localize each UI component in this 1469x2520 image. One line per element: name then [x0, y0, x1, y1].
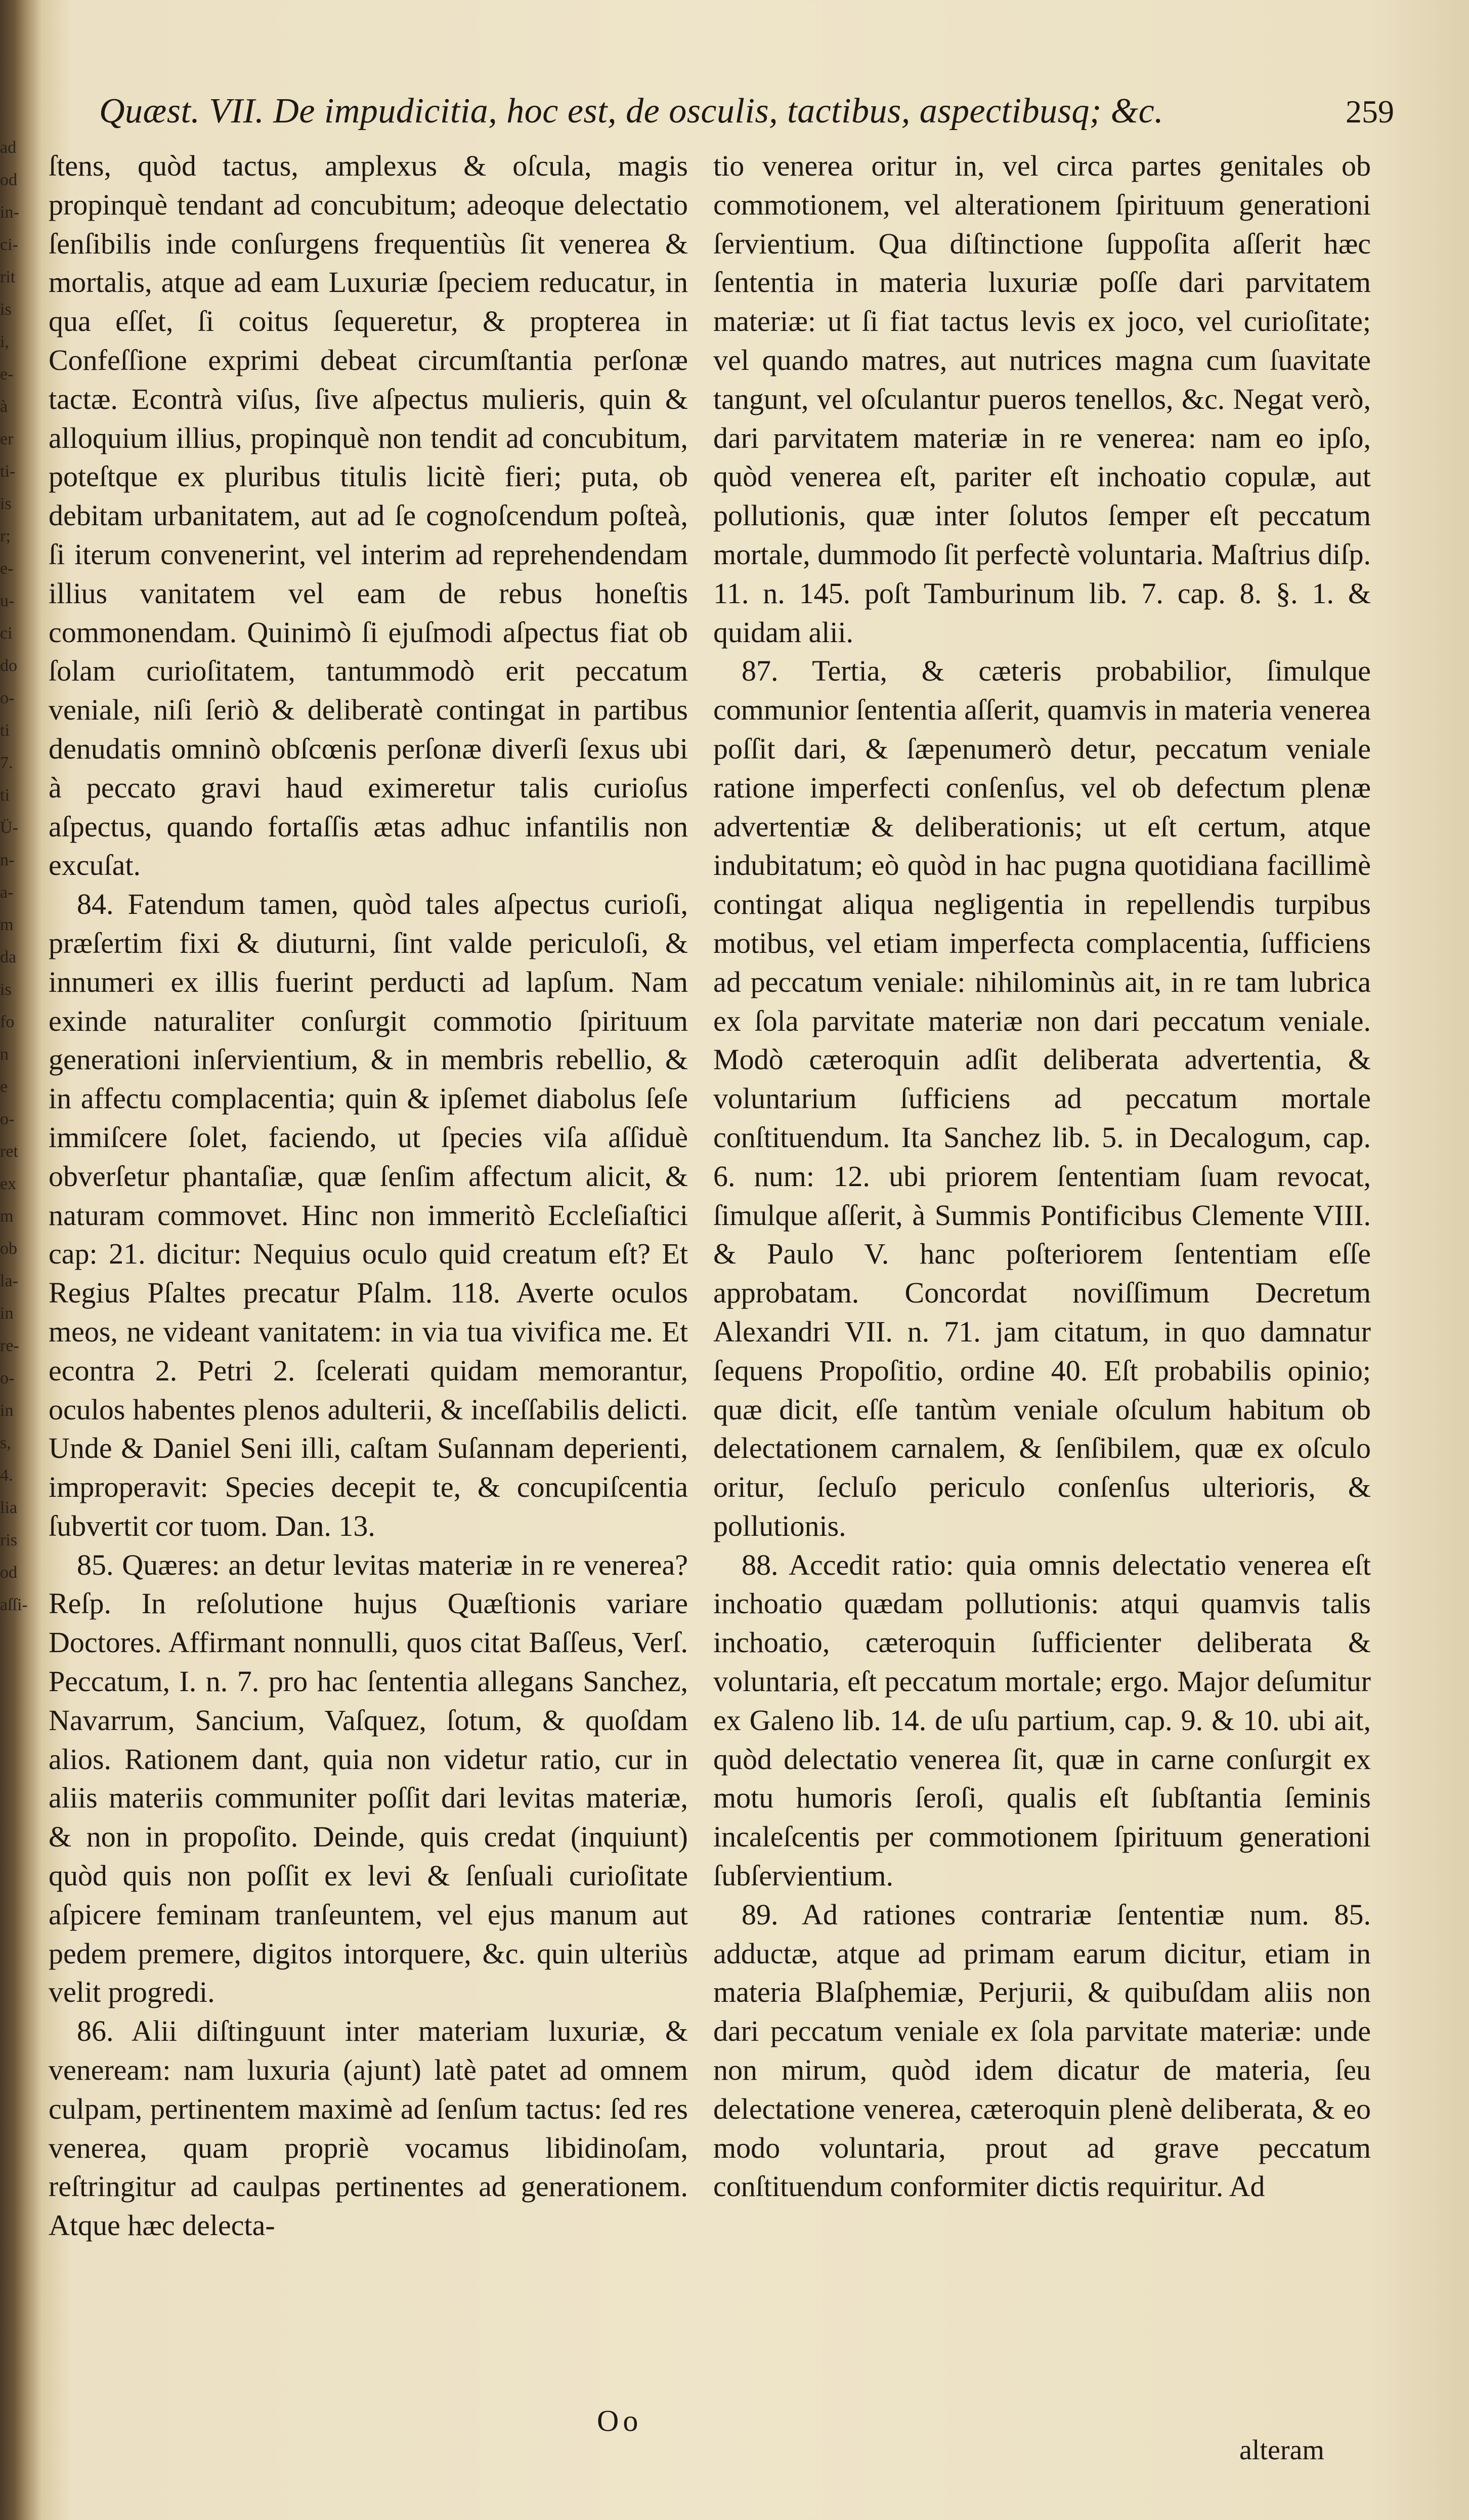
gutter-fragment: m	[0, 915, 14, 934]
paragraph: 84. Fatendum tamen, quòd tales aſpectus curioſi, præſertim fixi & diuturni, ſint valde periculoſi, & innumeri ex illis fuerint perducti ad lapſum. Nam exinde naturaliter conſurgit commotio ſpirituum generationi inſervientium, & in membris rebellio, & in affectu complacentia; quin & ipſemet diabolus ſeſe immiſcere ſolet, faciendo, ut ſpecies viſa aſſiduè obverſetur phantaſiæ, quæ ſenſim affectum alicit, & naturam commovet. Hinc non immeritò Eccleſiaſtici cap: 21. dicitur: Nequius oculo quid creatum eſt? Et Regius Pſaltes precatur Pſalm. 118. Averte oculos meos, ne videant vanitatem: in via tua vivifica me. Et econtra 2. Petri 2. ſcelerati quidam memorantur, oculos habentes plenos adulterii, & inceſſabilis delicti. Unde & Daniel Seni illi, caſtam Suſannam deperienti, improperavit: Species decepit te, & concupiſcentia ſubvertit cor tuom. Dan. 13.	[49, 888, 688, 1542]
gutter-fragment: in-	[0, 203, 19, 222]
header-title: Quæst. VII. De impudicitia, hoc est, de osculis, tactibus, aspectibusq; &c.	[99, 92, 1164, 131]
gutter-fragment: od	[0, 1563, 17, 1582]
gutter-fragment: Ü-	[0, 818, 18, 837]
gutter-fragment: ris	[0, 1531, 17, 1549]
gutter-fragment: n	[0, 1045, 9, 1064]
gutter-fragment: ci-	[0, 235, 18, 254]
gutter-fragment: 4.	[0, 1466, 13, 1485]
gutter-fragment: od	[0, 171, 17, 189]
gutter-fragment: i,	[0, 332, 9, 351]
gutter-fragment: lia	[0, 1498, 17, 1517]
signature-mark: Oo	[597, 2404, 642, 2438]
gutter-fragment: à	[0, 397, 8, 416]
gutter-fragment: e-	[0, 559, 14, 578]
paragraph: 85. Quæres: an detur levitas materiæ in re venerea? Reſp. In reſolutione hujus Quæſtionis variare Doctores. Affirmant nonnulli, quos citat Baſſeus, Verſ. Peccatum, I. n. 7. pro hac ſententia allegans Sanchez, Navarrum, Sancium, Vaſquez, ſotum, & quoſdam alios. Rationem dant, quia non videtur ratio, cur in aliis materiis communiter poſſit dari levitas materiæ, & non in propoſito. Deinde, quis credat (inquiunt) quòd quis non poſſit ex levi & ſenſuali curioſitate aſpicere feminam tranſeuntem, vel ejus manum aut pedem premere, digitos intorquere, &c. quin ulteriùs velit progredi.	[49, 1548, 688, 2009]
running-header	[99, 87, 1394, 148]
gutter-fragment: ci	[0, 624, 13, 643]
gutter-fragment: rit	[0, 268, 16, 286]
paragraph: 89. Ad rationes contrariæ ſententiæ num. 85. adductæ, atque ad primam earum dicitur, etiam in materia Blaſphemiæ, Perjurii, & quibuſdam aliis non dari peccatum veniale ex ſola parvitate materiæ: unde non mirum, quòd idem dicatur de materia, ſeu delectatione venerea, cæteroquin plenè deliberata, & eo modo voluntaria, prout ad grave peccatum conſtituendum conformiter dictis requiritur. Ad	[713, 1898, 1371, 2203]
gutter-fragment: ret	[0, 1142, 18, 1161]
gutter-fragment: o-	[0, 1369, 15, 1388]
gutter-fragment: u-	[0, 592, 15, 610]
gutter-fragment: ti-	[0, 462, 16, 481]
gutter-fragment: is	[0, 300, 12, 319]
paragraph: 86. Alii diſtinguunt inter materiam luxuriæ, & veneream: nam luxuria (ajunt) latè patet ad omnem culpam, pertinentem maximè ad ſenſum tactus: ſed res venerea, quam propriè vocamus libidinoſam, reſtringitur ad caulpas pertinentes ad generationem. Atque hæc delecta-	[49, 2014, 688, 2242]
page-number: 259	[1346, 94, 1394, 130]
paragraph: ſtens, quòd tactus, amplexus & oſcula, magis propinquè tendant ad concubitum; adeoque delectatio ſenſibilis inde conſurgens frequentiùs ſit venerea & mortalis, atque ad eam Luxuriæ ſpeciem reducatur, in qua eſſet, ſi coitus ſequeretur, & propterea in Confeſſione exprimi debeat circumſtantia perſonæ tactæ. Econtrà viſus, ſive aſpectus mulieris, quin & alloquium illius, propinquè non tendit ad concubitum, poteſtque ex pluribus titulis licitè fieri; puta, ob debitam urbanitatem, aut ad ſe cognoſcendum poſteà, ſi iterum convenerint, vel interim ad reprehendendam illius vanitatem vel eam de rebus honeſtis commonendam. Quinimò ſi ejuſmodi aſpectus fiat ob ſolam curioſitatem, tantummodò erit peccatum veniale, niſi ſeriò & deliberatè contingat in partibus denudatis omninò obſcœnis perſonæ diverſi ſexus ubi à peccato gravi haud eximeretur talis curioſus aſpectus, quando fortaſſis ætas adhuc infantilis non excuſat.	[49, 149, 688, 882]
gutter-fragment: ti	[0, 721, 10, 740]
gutter-fragment: in	[0, 1304, 14, 1323]
paragraph: tio venerea oritur in, vel circa partes genitales ob commotionem, vel alterationem ſpirituum generationi ſervientium. Qua diſtinctione ſuppoſita aſſerit hæc ſententia in materia luxuriæ poſſe dari parvitatem materiæ: ut ſi fiat tactus levis ex joco, vel curioſitate; vel quando matres, aut nutrices magna cum ſuavitate tangunt, vel oſculantur pueros tenellos, &c. Negat verò, dari parvitatem materiæ in re venerea: nam eo ipſo, quòd venerea eſt, pariter eſt inchoatio copulæ, aut pollutionis, quæ inter ſolutos ſemper eſt peccatum mortale, dummodo ſit perfectè voluntaria. Maſtrius diſp. 11. n. 145. poſt Tamburinum lib. 7. cap. 8. §. 1. & quidam alii.	[713, 149, 1371, 649]
gutter-fragment: ex	[0, 1174, 17, 1193]
previous-page-gutter	[0, 132, 30, 2368]
gutter-fragment: n-	[0, 851, 15, 869]
gutter-fragment: re-	[0, 1336, 19, 1355]
gutter-fragment: aſſi-	[0, 1595, 28, 1614]
right-column	[713, 147, 1371, 2404]
gutter-fragment: a-	[0, 883, 14, 902]
paragraph: 87. Tertia, & cæteris probabilior, ſimulque communior ſententia aſſerit, quamvis in materia venerea poſſit dari, & ſæpenumerò detur, peccatum veniale ratione imperfecti conſenſus, vel ob defectum plenæ advertentiæ & deliberationis; ut eſt certum, atque indubitatum; eò quòd in hac pugna quotidiana facillimè contingat aliqua negligentia in repellendis turpibus motibus, vel etiam imperfecta complacentia, ſufficiens ad peccatum veniale: nihilominùs ait, in re tam lubrica ex ſola parvitate materiæ non dari peccatum veniale. Modò cæteroquin adſit deliberata advertentia, & voluntarium ſufficiens ad peccatum mortale conſtituendum. Ita Sanchez lib. 5. in Decalogum, cap. 6. num: 12. ubi priorem ſententiam ſuam revocat, ſimulque aſſerit, à Summis Pontificibus Clemente VIII. & Paulo V. hanc poſteriorem ſententiam eſſe approbatam. Concordat noviſſimum Decretum Alexandri VII. n. 71. jam citatum, in quo damnatur ſequens Propoſitio, ordine 40. Eſt probabilis opinio; quæ dicit, eſſe tantùm veniale oſculum habitum ob delectationem carnalem, & ſenſibilem, quæ ex oſculo oritur, ſecluſo periculo conſenſus ulterioris, & pollutionis.	[713, 654, 1371, 1542]
gutter-fragment: in	[0, 1401, 14, 1420]
gutter-fragment: do	[0, 656, 17, 675]
gutter-fragment: s,	[0, 1434, 11, 1452]
gutter-fragment: 7.	[0, 753, 13, 772]
gutter-fragment: e-	[0, 365, 14, 384]
gutter-fragment: ob	[0, 1239, 17, 1258]
gutter-fragment: e	[0, 1077, 8, 1096]
paragraph: 88. Accedit ratio: quia omnis delectatio venerea eſt inchoatio quædam pollutionis: atqui quamvis talis inchoatio, cæteroquin ſufficienter deliberata & voluntaria, eſt peccatum mortale; ergo. Major deſumitur ex Galeno lib. 14. de uſu partium, cap. 9. & 10. ubi ait, quòd delectatio venerea ſit, quæ in carne conſurgit ex motu humoris ſeroſi, qualis eſt ſubſtantia ſeminis incaleſcentis per commotionem ſpirituum generationi ſubſervientium.	[713, 1548, 1371, 1893]
catchword: alteram	[1239, 2434, 1324, 2466]
gutter-fragment: er	[0, 430, 14, 448]
gutter-fragment: o-	[0, 689, 15, 707]
gutter-fragment: ad	[0, 138, 17, 157]
gutter-fragment: la-	[0, 1272, 18, 1290]
gutter-fragment: da	[0, 948, 17, 967]
gutter-fragment: is	[0, 980, 12, 999]
gutter-fragment: m	[0, 1207, 14, 1226]
gutter-fragment: o-	[0, 1110, 15, 1128]
gutter-fragment: fo	[0, 1013, 15, 1031]
gutter-fragment: r;	[0, 527, 11, 545]
gutter-fragment: is	[0, 494, 12, 513]
left-column	[49, 147, 688, 2404]
gutter-fragment: ti	[0, 786, 10, 805]
